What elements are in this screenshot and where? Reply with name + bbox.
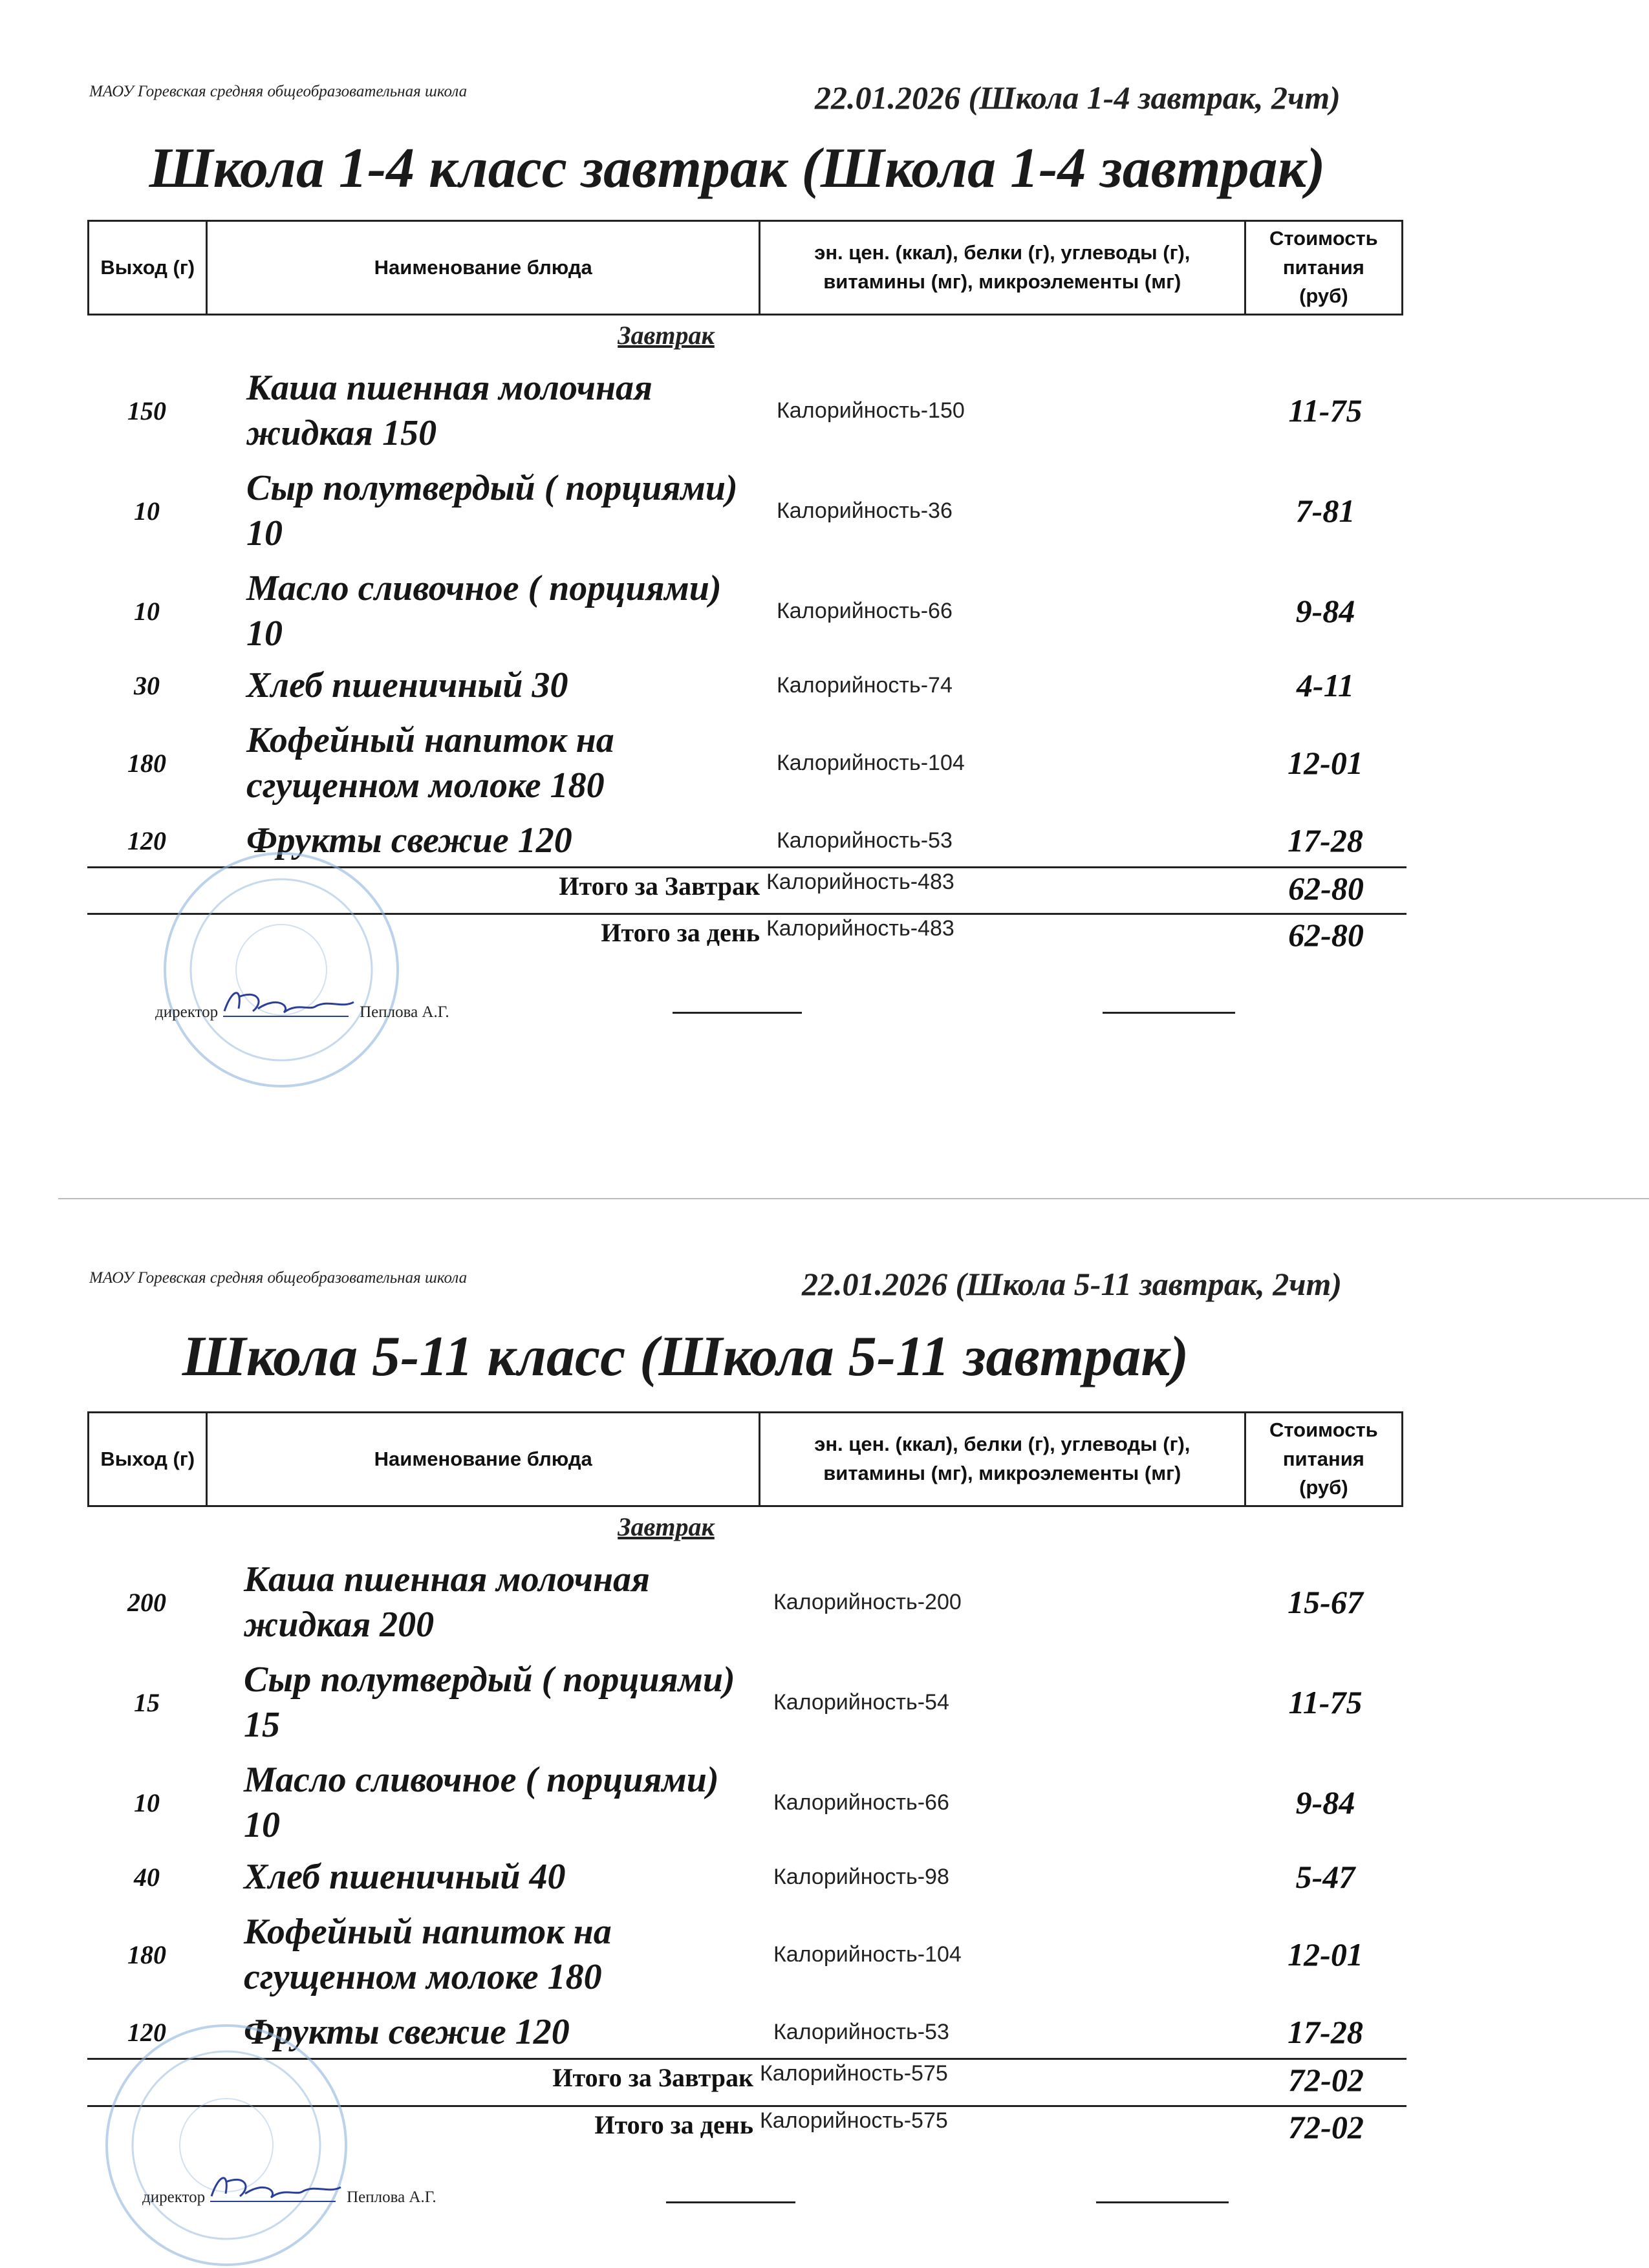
row-nutrition: Калорийность-66 (777, 598, 953, 623)
header-output: Выход (г) (89, 222, 208, 314)
row-cost: 11-75 (1288, 1684, 1363, 1720)
row-output: 120 (127, 2017, 166, 2047)
header-nutrition (760, 222, 1246, 314)
school-name: МАОУ Горевская средняя общеобразовательная школа (89, 1269, 468, 1287)
row-nutrition: Калорийность-98 (773, 1864, 949, 1889)
official-stamp (158, 847, 404, 1093)
header-nutrition-line1: эн. цен. (ккал), белки (г), углеводы (г), (814, 1433, 1191, 1456)
blank-signature-line (673, 1012, 802, 1014)
total-label: Итого за день (594, 2110, 753, 2139)
header-cost (1246, 222, 1401, 314)
row-cost: 5-47 (1295, 1859, 1355, 1895)
meal-heading: Завтрак (618, 1512, 715, 1541)
school-name: МАОУ Горевская средняя общеобразовательная школа (89, 83, 468, 100)
table-header (87, 220, 1403, 316)
signature-block (155, 983, 449, 1022)
row-nutrition: Калорийность-36 (777, 498, 953, 523)
row-nutrition: Калорийность-74 (777, 672, 953, 698)
table-row (87, 663, 1403, 708)
row-output: 10 (134, 496, 160, 526)
row-nutrition: Калорийность-53 (777, 828, 953, 853)
total-nutrition: Калорийность-575 (760, 2108, 948, 2133)
header-cost (1246, 1413, 1401, 1505)
header-cost-line1: Стоимость (1269, 226, 1378, 250)
total-cost: 72-02 (1288, 2062, 1364, 2098)
row-output: 10 (134, 596, 160, 626)
row-output: 10 (134, 1788, 160, 1817)
menu-title: Школа 1-4 класс завтрак (Школа 1-4 завтрак) (149, 137, 1326, 200)
row-dish-name: Кофейный напиток на сгущенном молоке 180 (244, 1912, 612, 1997)
header-nutrition-line2: витамины (мг), микроэлементы (мг) (823, 1462, 1181, 1484)
date-line: 22.01.2026 (Школа 1-4 завтрак, 2чт) (815, 80, 1341, 116)
row-dish-name: Сыр полутвердый ( порциями) 10 (246, 468, 738, 553)
row-output: 200 (127, 1587, 166, 1617)
row-dish-name: Масло сливочное ( порциями) 10 (246, 568, 722, 654)
table-row (87, 465, 1403, 556)
total-label: Итого за день (601, 918, 760, 947)
signature-name: Пеплова А.Г. (347, 2188, 436, 2206)
row-cost: 11-75 (1288, 392, 1363, 429)
row-nutrition: Калорийность-104 (777, 750, 965, 775)
table-row (87, 1757, 1403, 1848)
table-row (87, 718, 1403, 808)
header-cost-line3: (руб) (1299, 284, 1348, 308)
row-cost: 9-84 (1295, 1784, 1355, 1821)
menu-title: Школа 5-11 класс (Школа 5-11 завтрак) (182, 1325, 1189, 1388)
signature-role: директор (142, 2188, 206, 2206)
row-nutrition: Калорийность-53 (773, 2019, 949, 2044)
row-output: 120 (127, 826, 166, 855)
meal-heading: Завтрак (618, 321, 715, 350)
row-output: 150 (127, 396, 166, 425)
row-cost: 12-01 (1288, 1936, 1363, 1973)
table-row (87, 1557, 1403, 1647)
row-nutrition: Калорийность-66 (773, 1790, 949, 1815)
page-divider (58, 1198, 1649, 1199)
row-nutrition: Калорийность-104 (773, 1942, 962, 1967)
total-cost: 62-80 (1288, 870, 1364, 906)
header-cost-line3: (руб) (1299, 1476, 1348, 1499)
row-dish-name: Хлеб пшеничный 40 (244, 1857, 566, 1897)
header-cost-line2: питания (1282, 1447, 1364, 1470)
row-output: 30 (134, 670, 160, 700)
total-label: Итого за Завтрак (559, 872, 760, 901)
row-cost: 4-11 (1297, 667, 1354, 703)
header-cost-line2: питания (1282, 255, 1364, 279)
row-cost: 17-28 (1288, 822, 1363, 859)
total-nutrition: Калорийность-575 (760, 2061, 948, 2086)
row-cost: 9-84 (1295, 593, 1355, 629)
signature-block (142, 2168, 436, 2207)
official-stamp (97, 2016, 356, 2268)
blank-signature-line (1103, 1012, 1235, 1014)
blank-signature-line (666, 2201, 795, 2203)
signature-name: Пеплова А.Г. (360, 1003, 449, 1021)
row-dish-name: Каша пшенная молочная жидкая 200 (244, 1559, 650, 1645)
header-dish-name: Наименование блюда (208, 222, 760, 314)
row-cost: 17-28 (1288, 2014, 1363, 2050)
row-nutrition: Калорийность-54 (773, 1689, 949, 1715)
row-output: 180 (127, 748, 166, 778)
row-cost: 7-81 (1295, 493, 1355, 529)
row-cost: 15-67 (1288, 1584, 1363, 1620)
row-dish-name: Фрукты свежие 120 (244, 2012, 570, 2052)
total-nutrition: Калорийность-483 (766, 870, 954, 894)
header-nutrition-line2: витамины (мг), микроэлементы (мг) (823, 270, 1181, 293)
row-output: 40 (134, 1862, 160, 1892)
total-cost: 72-02 (1288, 2109, 1364, 2145)
row-dish-name: Масло сливочное ( порциями) 10 (244, 1760, 719, 1845)
date-line: 22.01.2026 (Школа 5-11 завтрак, 2чт) (802, 1266, 1342, 1302)
header-nutrition (760, 1413, 1246, 1505)
handwritten-signature (219, 983, 358, 1022)
row-nutrition: Калорийность-150 (777, 398, 965, 423)
table-row (87, 566, 1403, 656)
table-row (87, 1909, 1403, 2000)
header-dish-name: Наименование блюда (208, 1413, 760, 1505)
row-dish-name: Кофейный напиток на сгущенном молоке 180 (246, 720, 614, 806)
row-dish-name: Каша пшенная молочная жидкая 150 (246, 368, 652, 453)
row-output: 180 (127, 1940, 166, 1969)
header-cost-line1: Стоимость (1269, 1418, 1378, 1441)
row-dish-name: Хлеб пшеничный 30 (246, 665, 568, 705)
table-row (87, 365, 1403, 456)
table-row (87, 1657, 1403, 1748)
blank-signature-line (1096, 2201, 1229, 2203)
row-cost: 12-01 (1288, 745, 1363, 781)
total-label: Итого за Завтрак (552, 2063, 753, 2092)
total-nutrition: Калорийность-483 (766, 916, 954, 941)
header-output: Выход (г) (89, 1413, 208, 1505)
row-dish-name: Сыр полутвердый ( порциями) 15 (244, 1660, 735, 1745)
handwritten-signature (206, 2168, 345, 2207)
table-row (87, 1854, 1403, 1899)
header-nutrition-line1: эн. цен. (ккал), белки (г), углеводы (г), (814, 241, 1191, 264)
row-output: 15 (134, 1687, 160, 1717)
row-nutrition: Калорийность-200 (773, 1589, 962, 1614)
signature-role: директор (155, 1003, 219, 1021)
total-cost: 62-80 (1288, 917, 1364, 953)
row-dish-name: Фрукты свежие 120 (246, 820, 572, 861)
table-header (87, 1411, 1403, 1507)
